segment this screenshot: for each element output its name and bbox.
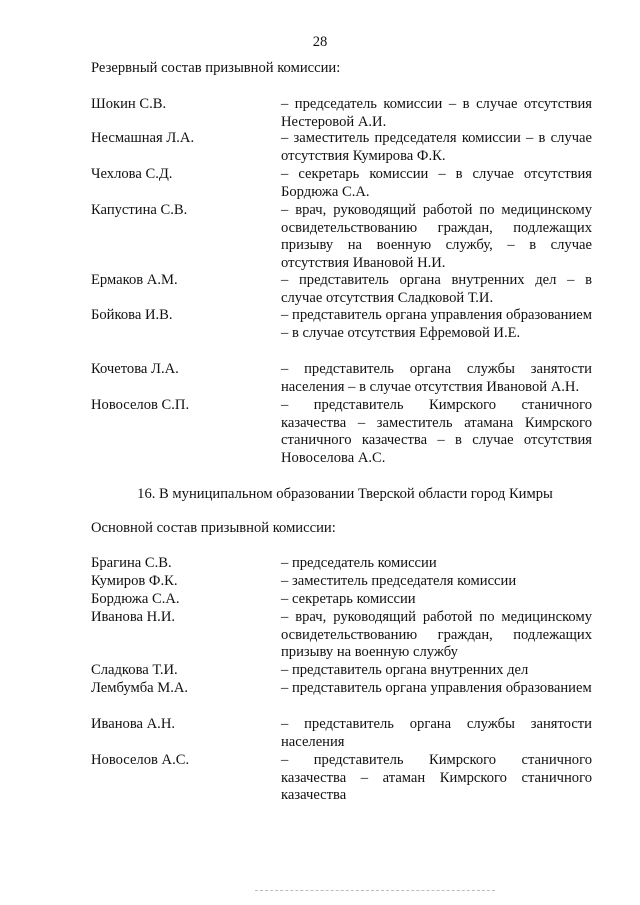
main-heading: Основной состав призывной комиссии: [91,520,336,536]
member-role: – заместитель председателя комиссии [281,573,517,589]
member-name: Сладкова Т.И. [91,662,178,678]
member-role: – врач, руководящий работой по медицинскому освидетельствованию граждан, подлежащих призыву на военную службу [281,609,592,660]
member-role: – председатель комиссии [281,555,437,571]
member-role: – представитель органа управления образованием [281,680,592,696]
member-name: Брагина С.В. [91,555,172,571]
member-role: – врач, руководящий работой по медицинскому освидетельствованию граждан, подлежащих призыву на военную службу, – в случае отсутствия Ивановой Н.И. [281,202,592,271]
member-role: – представитель органа службы занятости населения [281,716,592,750]
member-role: – представитель Кимрского станичного казачества – атаман Кимрского станичного казачества [281,752,592,803]
page-bottom-divider [255,890,495,891]
member-name: Капустина С.В. [91,202,188,218]
section-heading: 16. В муниципальном образовании Тверской области город Кимры [137,486,553,502]
member-name: Бордюжа С.А. [91,591,180,607]
member-role: – заместитель председателя комиссии – в случае отсутствия Кумирова Ф.К. [281,130,592,164]
member-name: Новоселов А.С. [91,752,190,768]
member-role: – представитель Кимрского станичного казачества – заместитель атамана Кимрского станичного казачества – в случае отсутствия Новоселова А.С. [281,397,592,466]
member-name: Несмашная Л.А. [91,130,195,146]
member-name: Чехлова С.Д. [91,166,173,182]
reserve-heading: Резервный состав призывной комиссии: [91,60,341,76]
member-role: – секретарь комиссии [281,591,416,607]
member-name: Бойкова И.В. [91,307,173,323]
member-role: – секретарь комиссии – в случае отсутствия Бордюжа С.А. [281,166,592,200]
page-number: 28 [312,34,328,50]
member-name: Иванова Н.И. [91,609,176,625]
member-name: Кумиров Ф.К. [91,573,178,589]
member-name: Ермаков А.М. [91,272,178,288]
member-role: – представитель органа службы занятости населения – в случае отсутствия Ивановой А.Н. [281,361,592,395]
member-name: Иванова А.Н. [91,716,176,732]
member-role: – председатель комиссии – в случае отсутствия Нестеровой А.И. [281,96,592,130]
member-name: Кочетова Л.А. [91,361,179,377]
member-name: Лембумба М.А. [91,680,189,696]
member-name: Шокин С.В. [91,96,167,112]
member-role: – представитель органа внутренних дел – в случае отсутствия Сладковой Т.И. [281,272,592,306]
member-role: – представитель органа внутренних дел [281,662,529,678]
member-role: – представитель органа управления образованием – в случае отсутствия Ефремовой И.Е. [281,307,592,341]
member-name: Новоселов С.П. [91,397,190,413]
